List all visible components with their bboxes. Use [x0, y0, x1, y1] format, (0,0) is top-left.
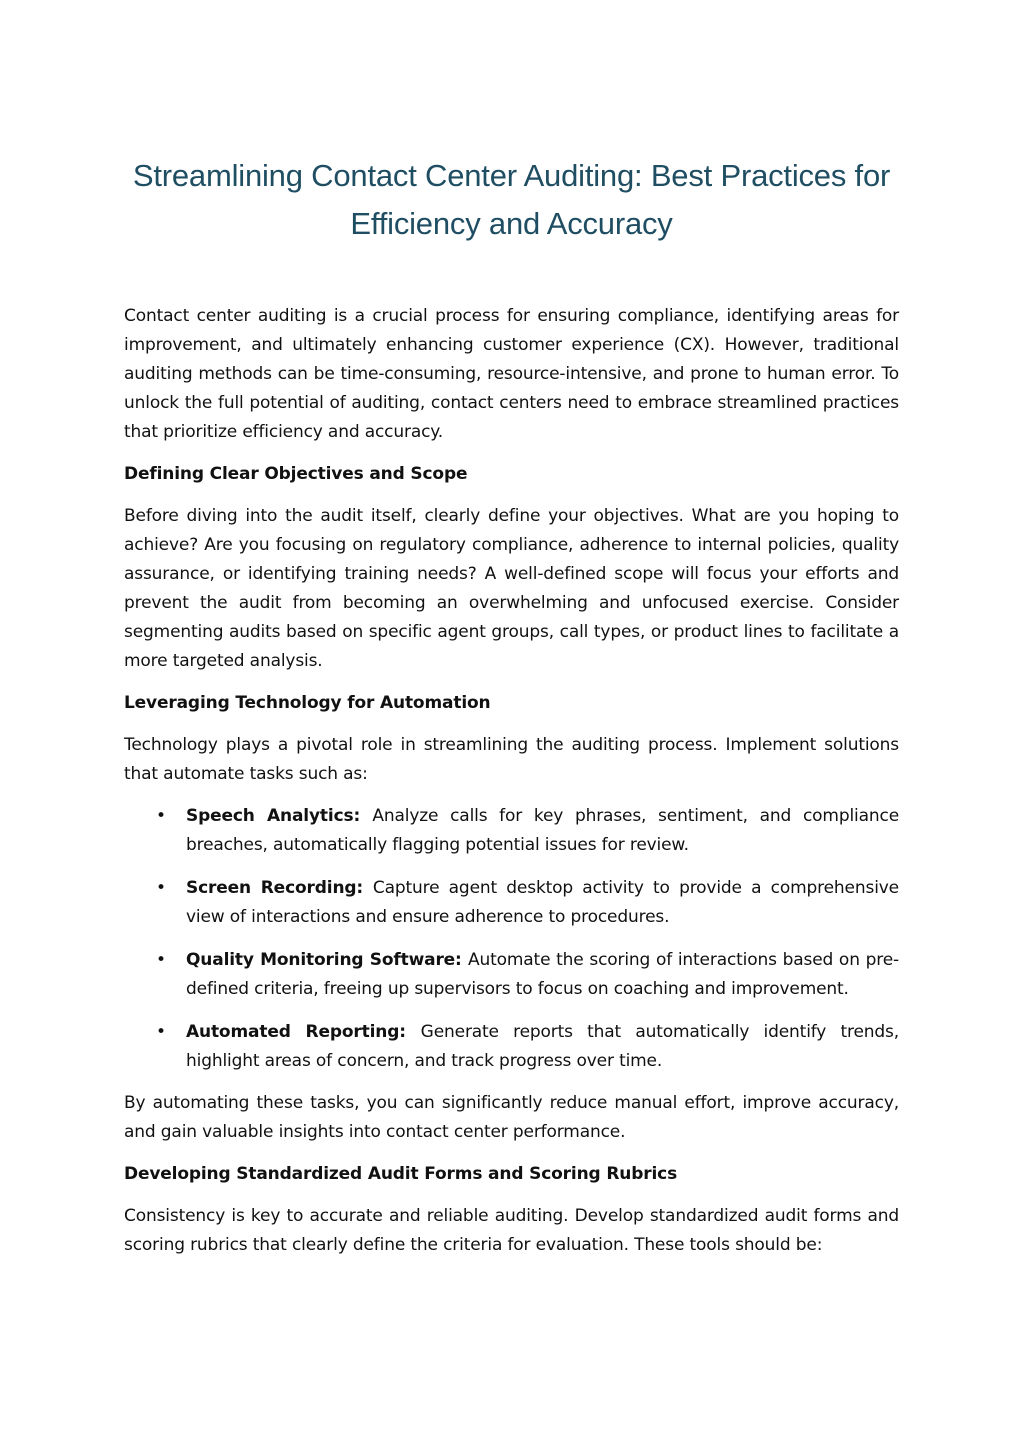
- list-item-text: Capture agent desktop activity to provide a comprehensive view of interactions and ensure adherence to procedures.: [186, 878, 899, 927]
- section-objectives: [124, 460, 899, 676]
- bullet-icon: •: [156, 878, 166, 898]
- section-paragraph: Technology plays a pivotal role in streamlining the auditing process. Implement solutions that automate tasks such as:: [124, 735, 899, 784]
- list-item-term: Screen Recording:: [186, 878, 373, 898]
- section-heading: Developing Standardized Audit Forms and Scoring Rubrics: [124, 1164, 678, 1184]
- section-paragraph: Before diving into the audit itself, clearly define your objectives. What are you hoping to achieve? Are you focusing on regulatory compliance, adherence to internal policies, quality assurance, or identifying training needs? A well-defined scope will focus your efforts and prevent the audit from becoming an overwhelming and unfocused exercise. Consider segmenting audits based on specific agent groups, call types, or product lines to facilitate a more targeted analysis.: [124, 506, 899, 671]
- list-item-term: Automated Reporting:: [186, 1022, 421, 1042]
- list-item: [156, 1018, 900, 1076]
- intro-paragraph: Contact center auditing is a crucial process for ensuring compliance, identifying areas for improvement, and ultimately enhancing customer experience (CX). However, traditional auditing methods can be time-consuming, resource-intensive, and prone to human error. To unlock the full potential of auditing, contact centers need to embrace streamlined practices that prioritize efficiency and accuracy.: [124, 306, 899, 442]
- list-item: [156, 946, 899, 1004]
- section-closing-paragraph: By automating these tasks, you can significantly reduce manual effort, improve accuracy, and gain valuable insights into contact center performance.: [124, 1093, 899, 1142]
- list-item: [156, 874, 899, 932]
- section-heading: Defining Clear Objectives and Scope: [124, 464, 468, 484]
- document-page: [124, 152, 899, 1273]
- bullet-icon: •: [156, 806, 166, 826]
- section-heading: Leveraging Technology for Automation: [124, 693, 491, 713]
- section-paragraph: Consistency is key to accurate and reliable auditing. Develop standardized audit forms and scoring rubrics that clearly define the criteria for evaluation. These tools should be:: [124, 1206, 899, 1255]
- list-item-text: Generate reports that automatically identify trends, highlight areas of concern, and track progress over time.: [186, 1022, 900, 1071]
- list-item: [156, 802, 899, 860]
- bullet-icon: •: [156, 1022, 166, 1042]
- list-item-text: Automate the scoring of interactions based on pre-defined criteria, freeing up supervisors to focus on coaching and improvement.: [186, 950, 899, 999]
- automation-list: [124, 802, 899, 1076]
- bullet-icon: •: [156, 950, 166, 970]
- page-title: Streamlining Contact Center Auditing: Best Practices for Efficiency and Accuracy: [132, 158, 891, 241]
- list-item-term: Quality Monitoring Software:: [186, 950, 468, 970]
- list-item-text: Analyze calls for key phrases, sentiment, and compliance breaches, automatically flagging potential issues for review.: [186, 806, 899, 855]
- list-item-term: Speech Analytics:: [186, 806, 373, 826]
- section-technology: [124, 689, 899, 1147]
- section-standardized-forms: [124, 1160, 899, 1260]
